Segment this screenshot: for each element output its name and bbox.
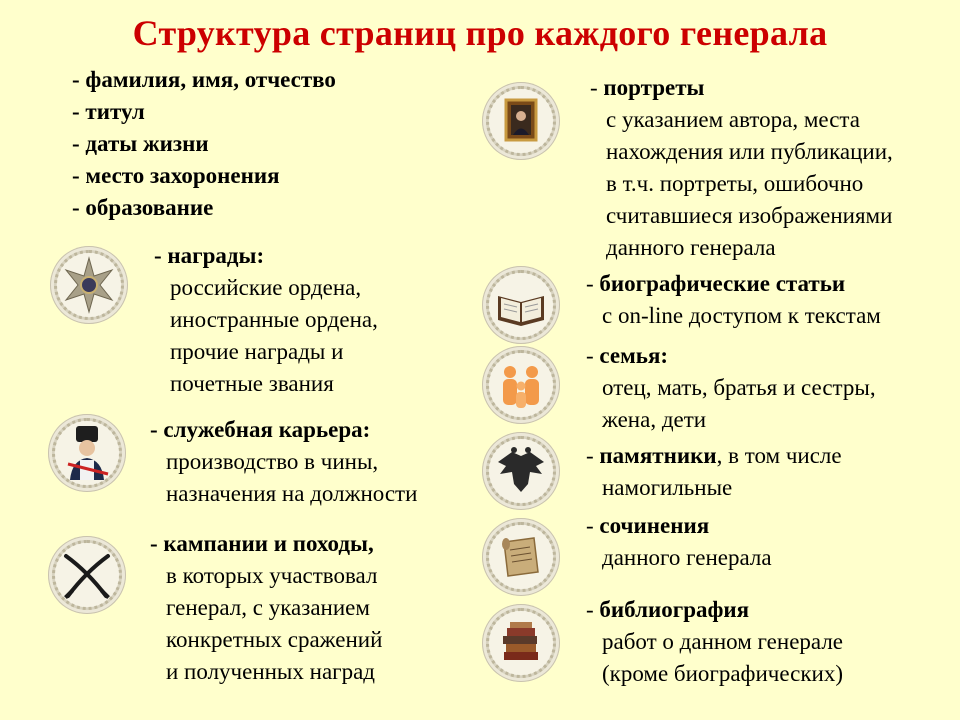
- list-item: в которых участвовал: [166, 563, 378, 588]
- bullet-dash: -: [586, 343, 600, 368]
- portrait-frame-icon: [482, 82, 560, 160]
- bullet-dash: -: [586, 513, 600, 538]
- awards-section: [154, 240, 378, 400]
- family-section: [586, 340, 876, 436]
- list-item: данного генерала: [606, 235, 776, 260]
- list-item: - даты жизни: [72, 131, 209, 156]
- page-title: Структура страниц про каждого генерала: [132, 13, 828, 53]
- bullet-dash: -: [590, 75, 604, 100]
- career-section: [150, 414, 417, 510]
- career-heading: - служебная карьера:: [150, 417, 371, 442]
- list-item: иностранные ордена,: [170, 307, 378, 332]
- books-stack-icon: [482, 604, 560, 682]
- portraits-section: [590, 72, 893, 264]
- list-item: - титул: [72, 99, 145, 124]
- bullet-dash: -: [586, 597, 600, 622]
- portraits-heading: портреты: [603, 75, 705, 100]
- list-item: жена, дети: [602, 407, 707, 432]
- list-item: работ о данном генерале: [602, 629, 844, 654]
- list-item: - место захоронения: [72, 163, 280, 188]
- works-heading: сочинения: [599, 513, 710, 538]
- list-item: назначения на должности: [166, 481, 418, 506]
- basic-fields-list: [72, 64, 336, 224]
- list-item: отец, мать, братья и сестры,: [602, 375, 876, 400]
- monuments-section: [586, 440, 842, 504]
- list-item: считавшиеся изображениями: [606, 203, 893, 228]
- bio-heading: биографические статьи: [599, 271, 846, 296]
- monuments-heading: памятники: [599, 443, 717, 468]
- family-icon: [482, 346, 560, 424]
- list-item: - фамилия, имя, отчество: [72, 67, 336, 92]
- crossed-sabers-icon: [48, 536, 126, 614]
- list-item: нахождения или публикации,: [606, 139, 893, 164]
- list-item: и полученных наград: [166, 659, 375, 684]
- family-heading: семья:: [599, 343, 669, 368]
- bio-section: [586, 268, 881, 332]
- list-item: прочие награды и: [170, 339, 344, 364]
- list-item: почетные звания: [170, 371, 334, 396]
- star-order-icon: [50, 246, 128, 324]
- double-eagle-icon: [482, 432, 560, 510]
- soldier-icon: [48, 414, 126, 492]
- list-item: российские ордена,: [170, 275, 362, 300]
- list-item: в т.ч. портреты, ошибочно: [606, 171, 864, 196]
- bullet-dash: -: [586, 443, 600, 468]
- list-item: (кроме биографических): [602, 661, 843, 686]
- campaigns-heading: - кампании и походы,: [150, 531, 374, 556]
- biblio-section: [586, 594, 843, 690]
- list-item: данного генерала: [602, 545, 772, 570]
- list-item: с on-line доступом к текстам: [602, 303, 881, 328]
- campaigns-section: [150, 528, 382, 688]
- awards-heading: - награды:: [154, 243, 265, 268]
- list-item: намогильные: [602, 475, 733, 500]
- list-item: производство в чины,: [166, 449, 379, 474]
- works-section: [586, 510, 772, 574]
- bullet-dash: -: [586, 271, 600, 296]
- monuments-heading-tail: , в том числе: [716, 443, 842, 468]
- list-item: с указанием автора, места: [606, 107, 860, 132]
- list-item: - образование: [72, 195, 214, 220]
- list-item: генерал, с указанием: [166, 595, 370, 620]
- scroll-icon: [482, 518, 560, 596]
- list-item: конкретных сражений: [166, 627, 383, 652]
- open-book-icon: [482, 266, 560, 344]
- biblio-heading: библиография: [599, 597, 750, 622]
